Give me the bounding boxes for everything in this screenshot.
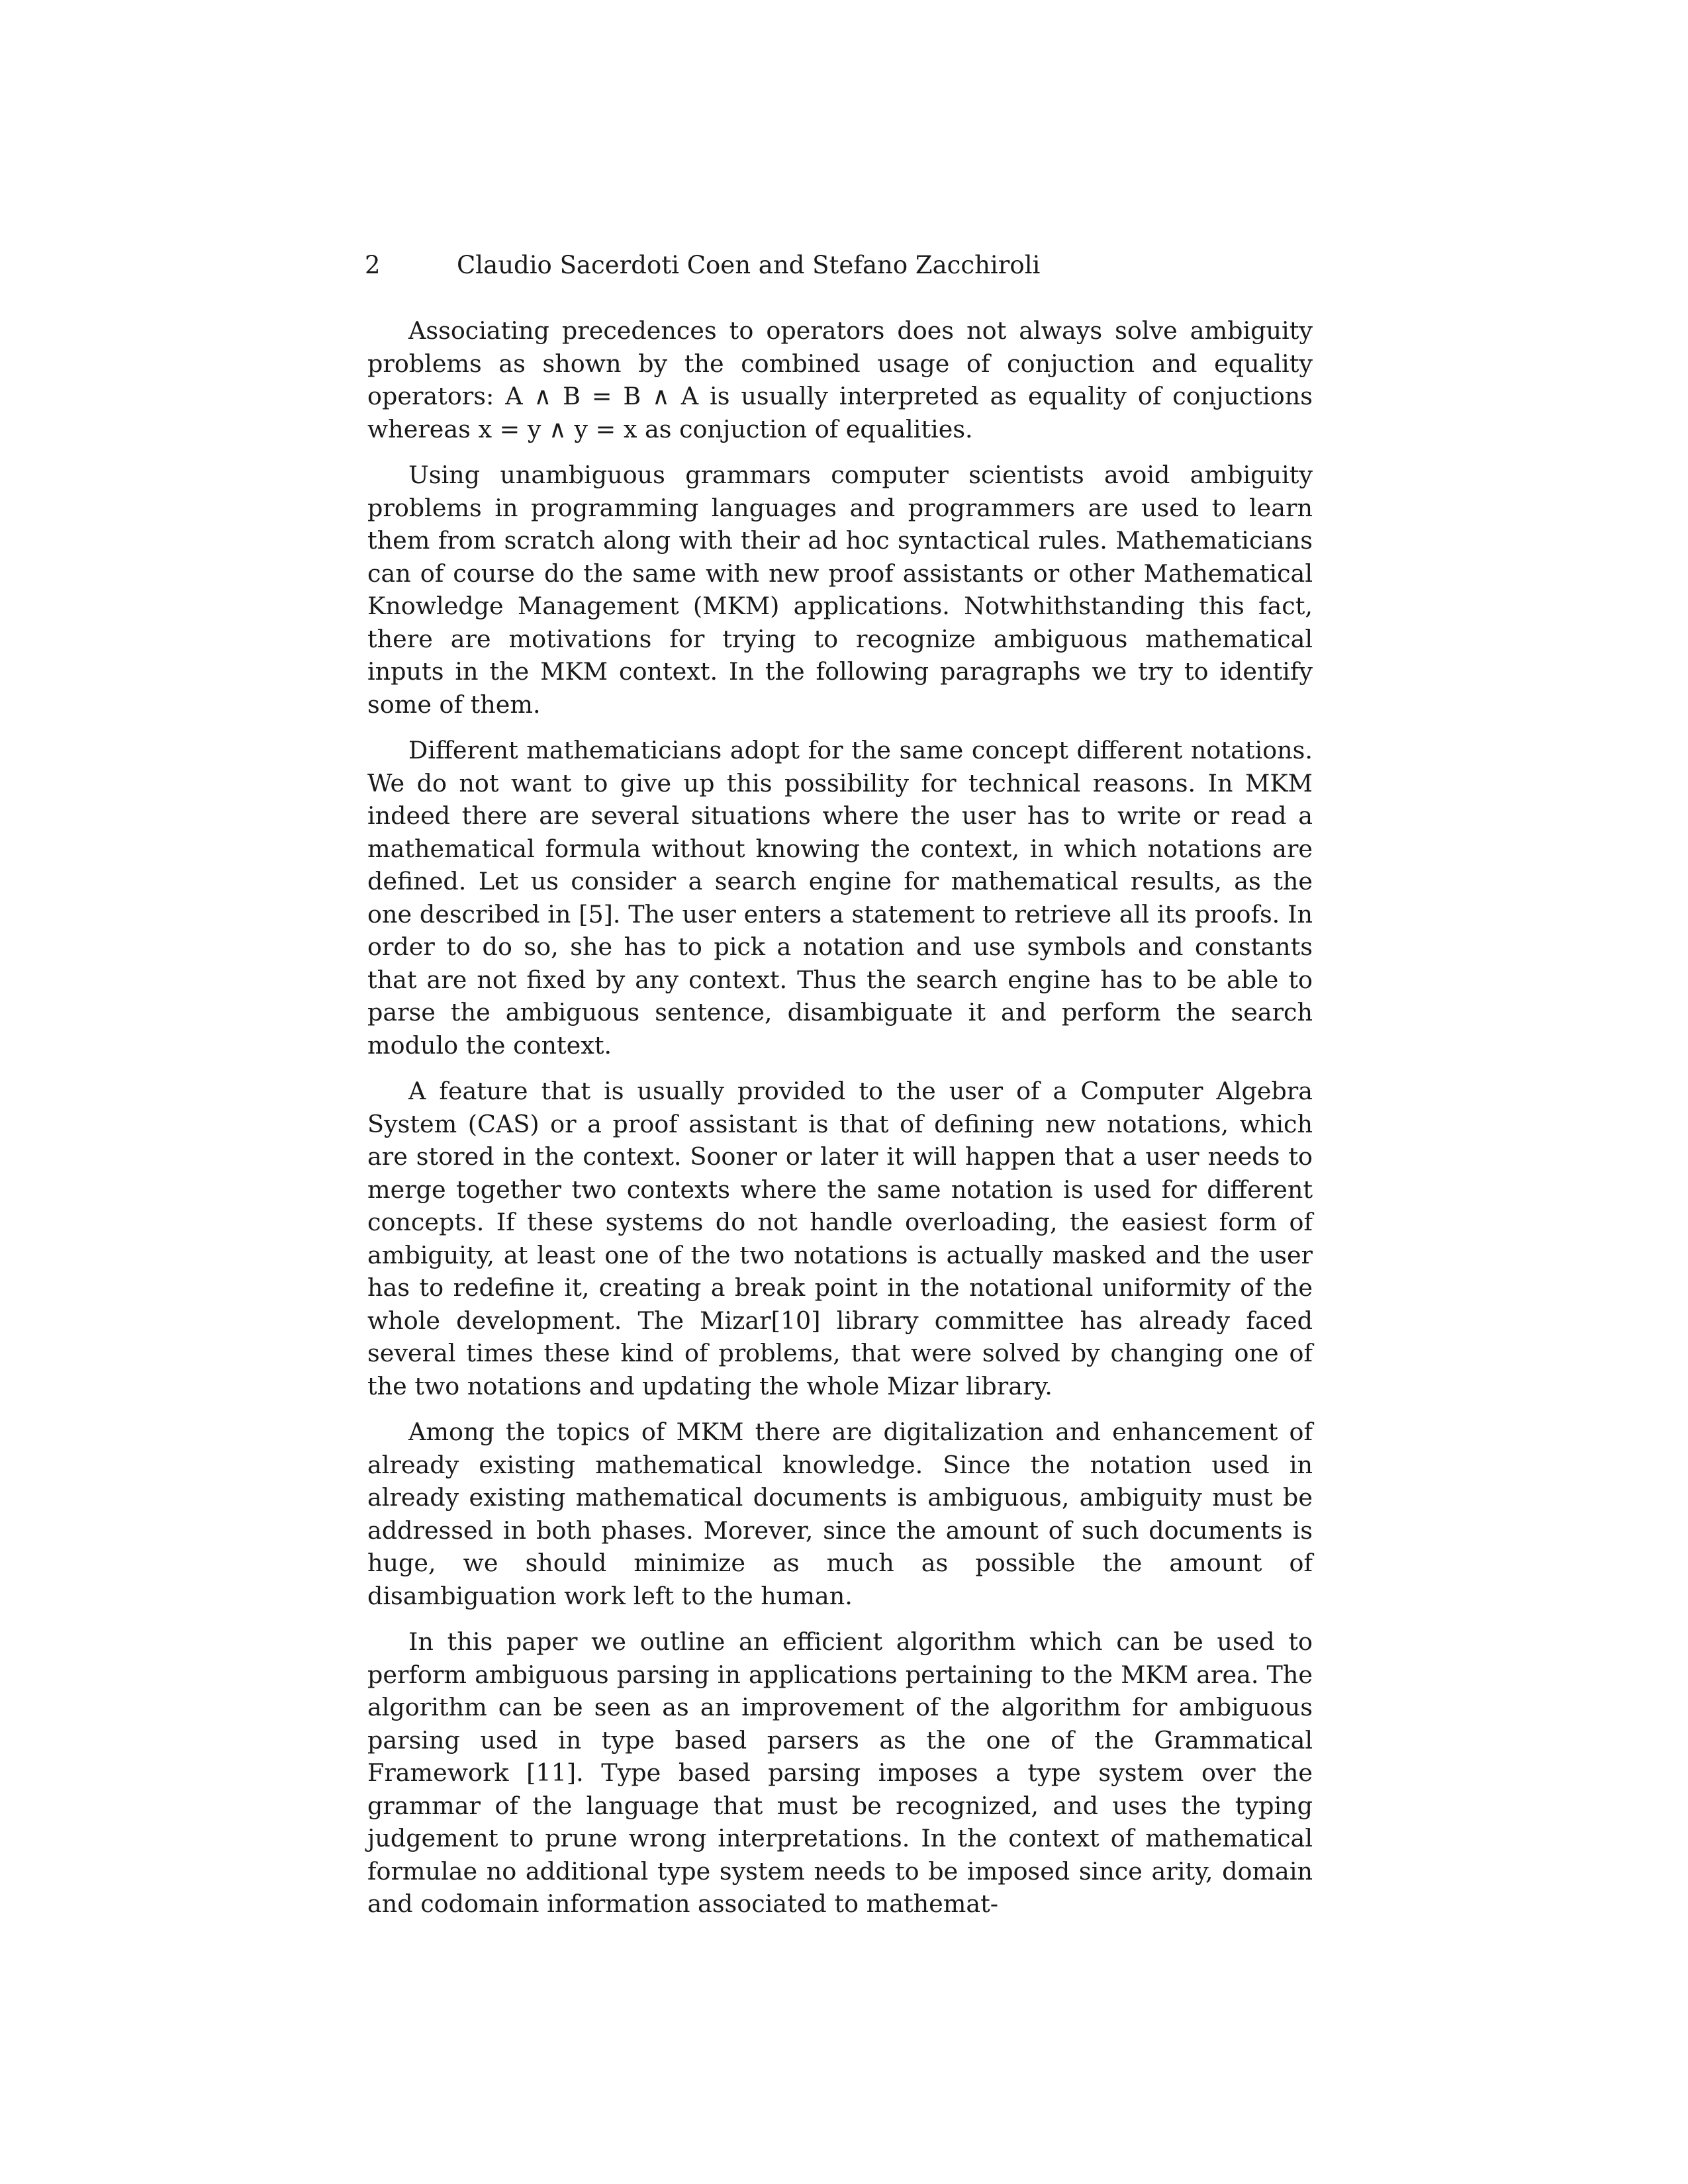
paragraph-4: A feature that is usually provided to the user of a Computer Algebra System (CAS) or a proof assistant is that of defining new notations, which are stored in the context. Sooner or later it will happen that a user needs to merge together two contexts where the same notation is used for different concepts. If these systems do not handle overloading, the easiest form of ambiguity, at least one of the two notations is actually masked and the user has to redefine it, creating a break point in the notational uniformity of the whole development. The Mizar[10] library committee has already faced several times these kind of problems, that were solved by changing one of the two notations and updating the whole Mizar library. [367,1077,1313,1400]
paragraph-6: In this paper we outline an efficient algorithm which can be used to perform ambiguous parsing in applications pertaining to the MKM area. The algorithm can be seen as an improvement of the algorithm for ambiguous parsing used in type based parsers as the one of the Grammatical Framework [11]. Type based parsing imposes a type system over the grammar of the language that must be recognized, and uses the typing judgement to prune wrong interpretations. In the context of mathematical formulae no additional type system needs to be imposed since arity, domain and codomain information associated to mathemat- [367,1627,1313,1918]
page-number: 2 [365,251,381,279]
body-text [367,314,1313,1934]
paragraph-3: Different mathematicians adopt for the same concept different notations. We do not want to give up this possibility for technical reasons. In MKM indeed there are several situations where the user has to write or read a mathematical formula without knowing the context, in which notations are defined. Let us consider a search engine for mathematical results, as the one described in [5]. The user enters a statement to retrieve all its proofs. In order to do so, she has to pick a notation and use symbols and constants that are not fixed by any context. Thus the search engine has to be able to parse the ambiguous sentence, disambiguate it and perform the search modulo the context. [367,736,1313,1060]
paragraph-5: Among the topics of MKM there are digitalization and enhancement of already existing mathematical knowledge. Since the notation used in already existing mathematical documents is ambiguous, ambiguity must be addressed in both phases. Morever, since the amount of such documents is huge, we should minimize as much as possible the amount of disambiguation work left to the human. [367,1418,1313,1610]
running-head: Claudio Sacerdoti Coen and Stefano Zacchiroli [457,251,1041,279]
paragraph-2: Using unambiguous grammars computer scientists avoid ambiguity problems in programming languages and programmers are used to learn them from scratch along with their ad hoc syntactical rules. Mathematicians can of course do the same with new proof assistants or other Mathematical Knowledge Management (MKM) applications. Notwhithstanding this fact, there are motivations for trying to recognize ambiguous mathematical inputs in the MKM context. In the following paragraphs we try to identify some of them. [367,461,1313,719]
paragraph-1: Associating precedences to operators does not always solve ambiguity problems as shown by the combined usage of conjuction and equality operators: A ∧ B = B ∧ A is usually interpreted as equality of conjuctions whereas x = y ∧ y = x as conjuction of equalities. [367,316,1313,443]
